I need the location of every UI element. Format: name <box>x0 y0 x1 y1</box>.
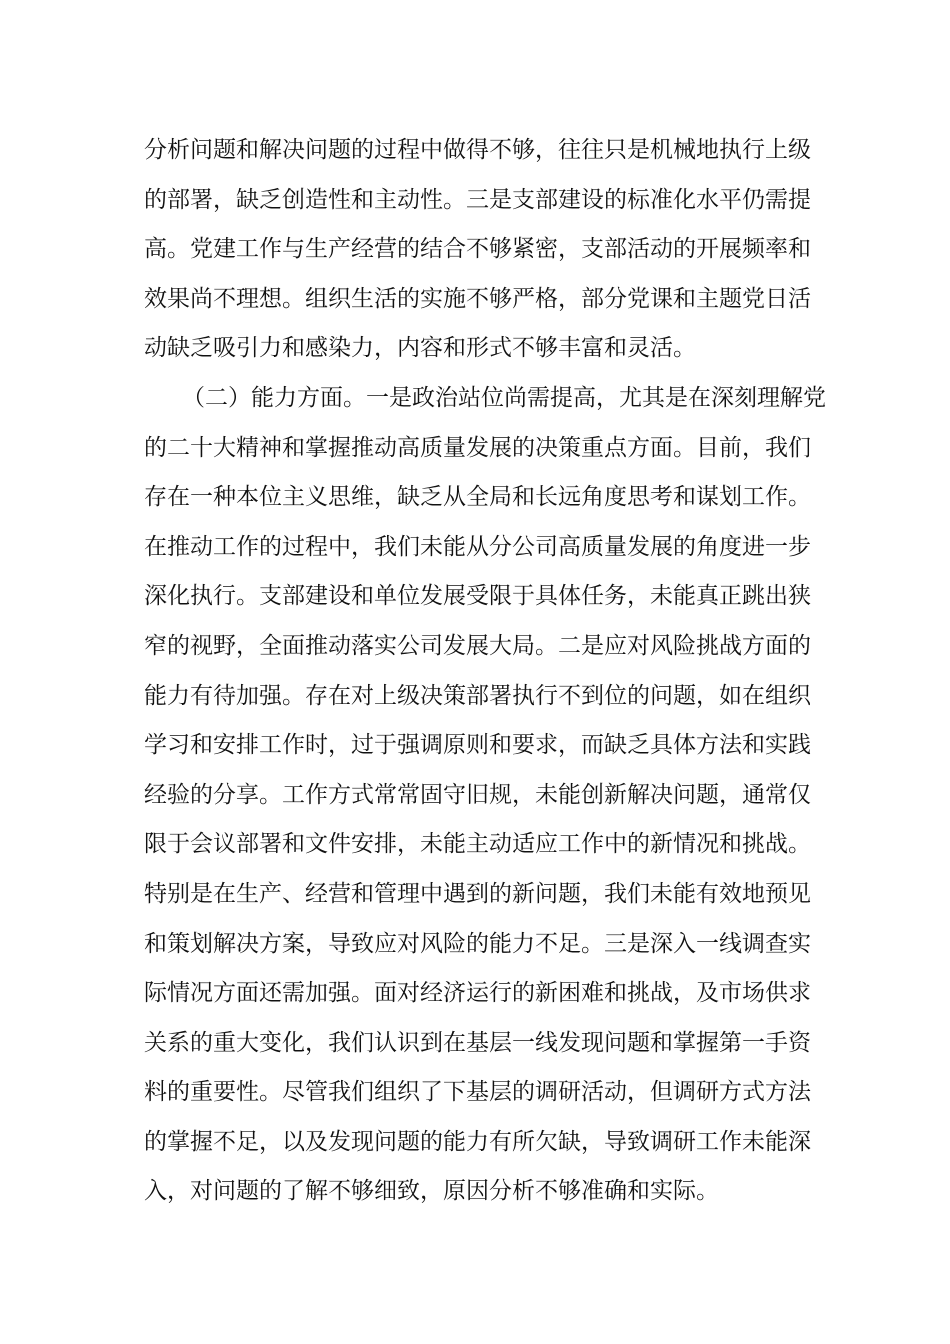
paragraph-2-line-3: 存在一种本位主义思维，缺乏从全局和长远角度思考和谋划工作。 <box>144 484 811 511</box>
document-body <box>144 126 826 1217</box>
paragraph-2-line-2: 的二十大精神和掌握推动高质量发展的决策重点方面。目前，我们 <box>144 434 811 461</box>
paragraph-2-line-17: 入，对问题的了解不够细致，原因分析不够准确和实际。 <box>144 1178 719 1205</box>
paragraph-2-line-12: 和策划解决方案，导致应对风险的能力不足。三是深入一线调查实 <box>144 930 811 957</box>
paragraph-1-line-2: 的部署，缺乏创造性和主动性。三是支部建设的标准化水平仍需提 <box>144 186 811 213</box>
paragraph-2-line-11: 特别是在生产、经营和管理中遇到的新问题，我们未能有效地预见 <box>144 880 811 907</box>
paragraph-2-line-4: 在推动工作的过程中，我们未能从分公司高质量发展的角度进一步 <box>144 533 811 560</box>
paragraph-1-line-3: 高。党建工作与生产经营的结合不够紧密，支部活动的开展频率和 <box>144 236 811 263</box>
paragraph-2-line-15: 料的重要性。尽管我们组织了下基层的调研活动，但调研方式方法 <box>144 1079 811 1106</box>
paragraph-2-line-8: 学习和安排工作时，过于强调原则和要求，而缺乏具体方法和实践 <box>144 732 811 759</box>
paragraph-2-line-6: 窄的视野，全面推动落实公司发展大局。二是应对风险挑战方面的 <box>144 632 811 659</box>
paragraph-1-line-1: 分析问题和解决问题的过程中做得不够，往往只是机械地执行上级 <box>144 137 811 163</box>
paragraph-2-line-16: 的掌握不足，以及发现问题的能力有所欠缺，导致调研工作未能深 <box>144 1128 811 1155</box>
paragraph-2-line-5: 深化执行。支部建设和单位发展受限于具体任务，未能真正跳出狭 <box>144 583 811 610</box>
paragraph-1-line-5: 动缺乏吸引力和感染力，内容和形式不够丰富和灵活。 <box>144 335 696 362</box>
paragraph-2-line-10: 限于会议部署和文件安排，未能主动适应工作中的新情况和挑战。 <box>144 831 811 858</box>
paragraph-2-line-1: （二）能力方面。一是政治站位尚需提高，尤其是在深刻理解党 <box>182 384 826 411</box>
paragraph-2-line-9: 经验的分享。工作方式常常固守旧规，未能创新解决问题，通常仅 <box>144 781 811 808</box>
paragraph-2-line-13: 际情况方面还需加强。面对经济运行的新困难和挑战，及市场供求 <box>144 980 811 1007</box>
paragraph-2-line-7: 能力有待加强。存在对上级决策部署执行不到位的问题，如在组织 <box>144 682 811 709</box>
paragraph-1-line-4: 效果尚不理想。组织生活的实施不够严格，部分党课和主题党日活 <box>144 285 811 312</box>
paragraph-2-line-14: 关系的重大变化，我们认识到在基层一线发现问题和掌握第一手资 <box>144 1029 811 1056</box>
